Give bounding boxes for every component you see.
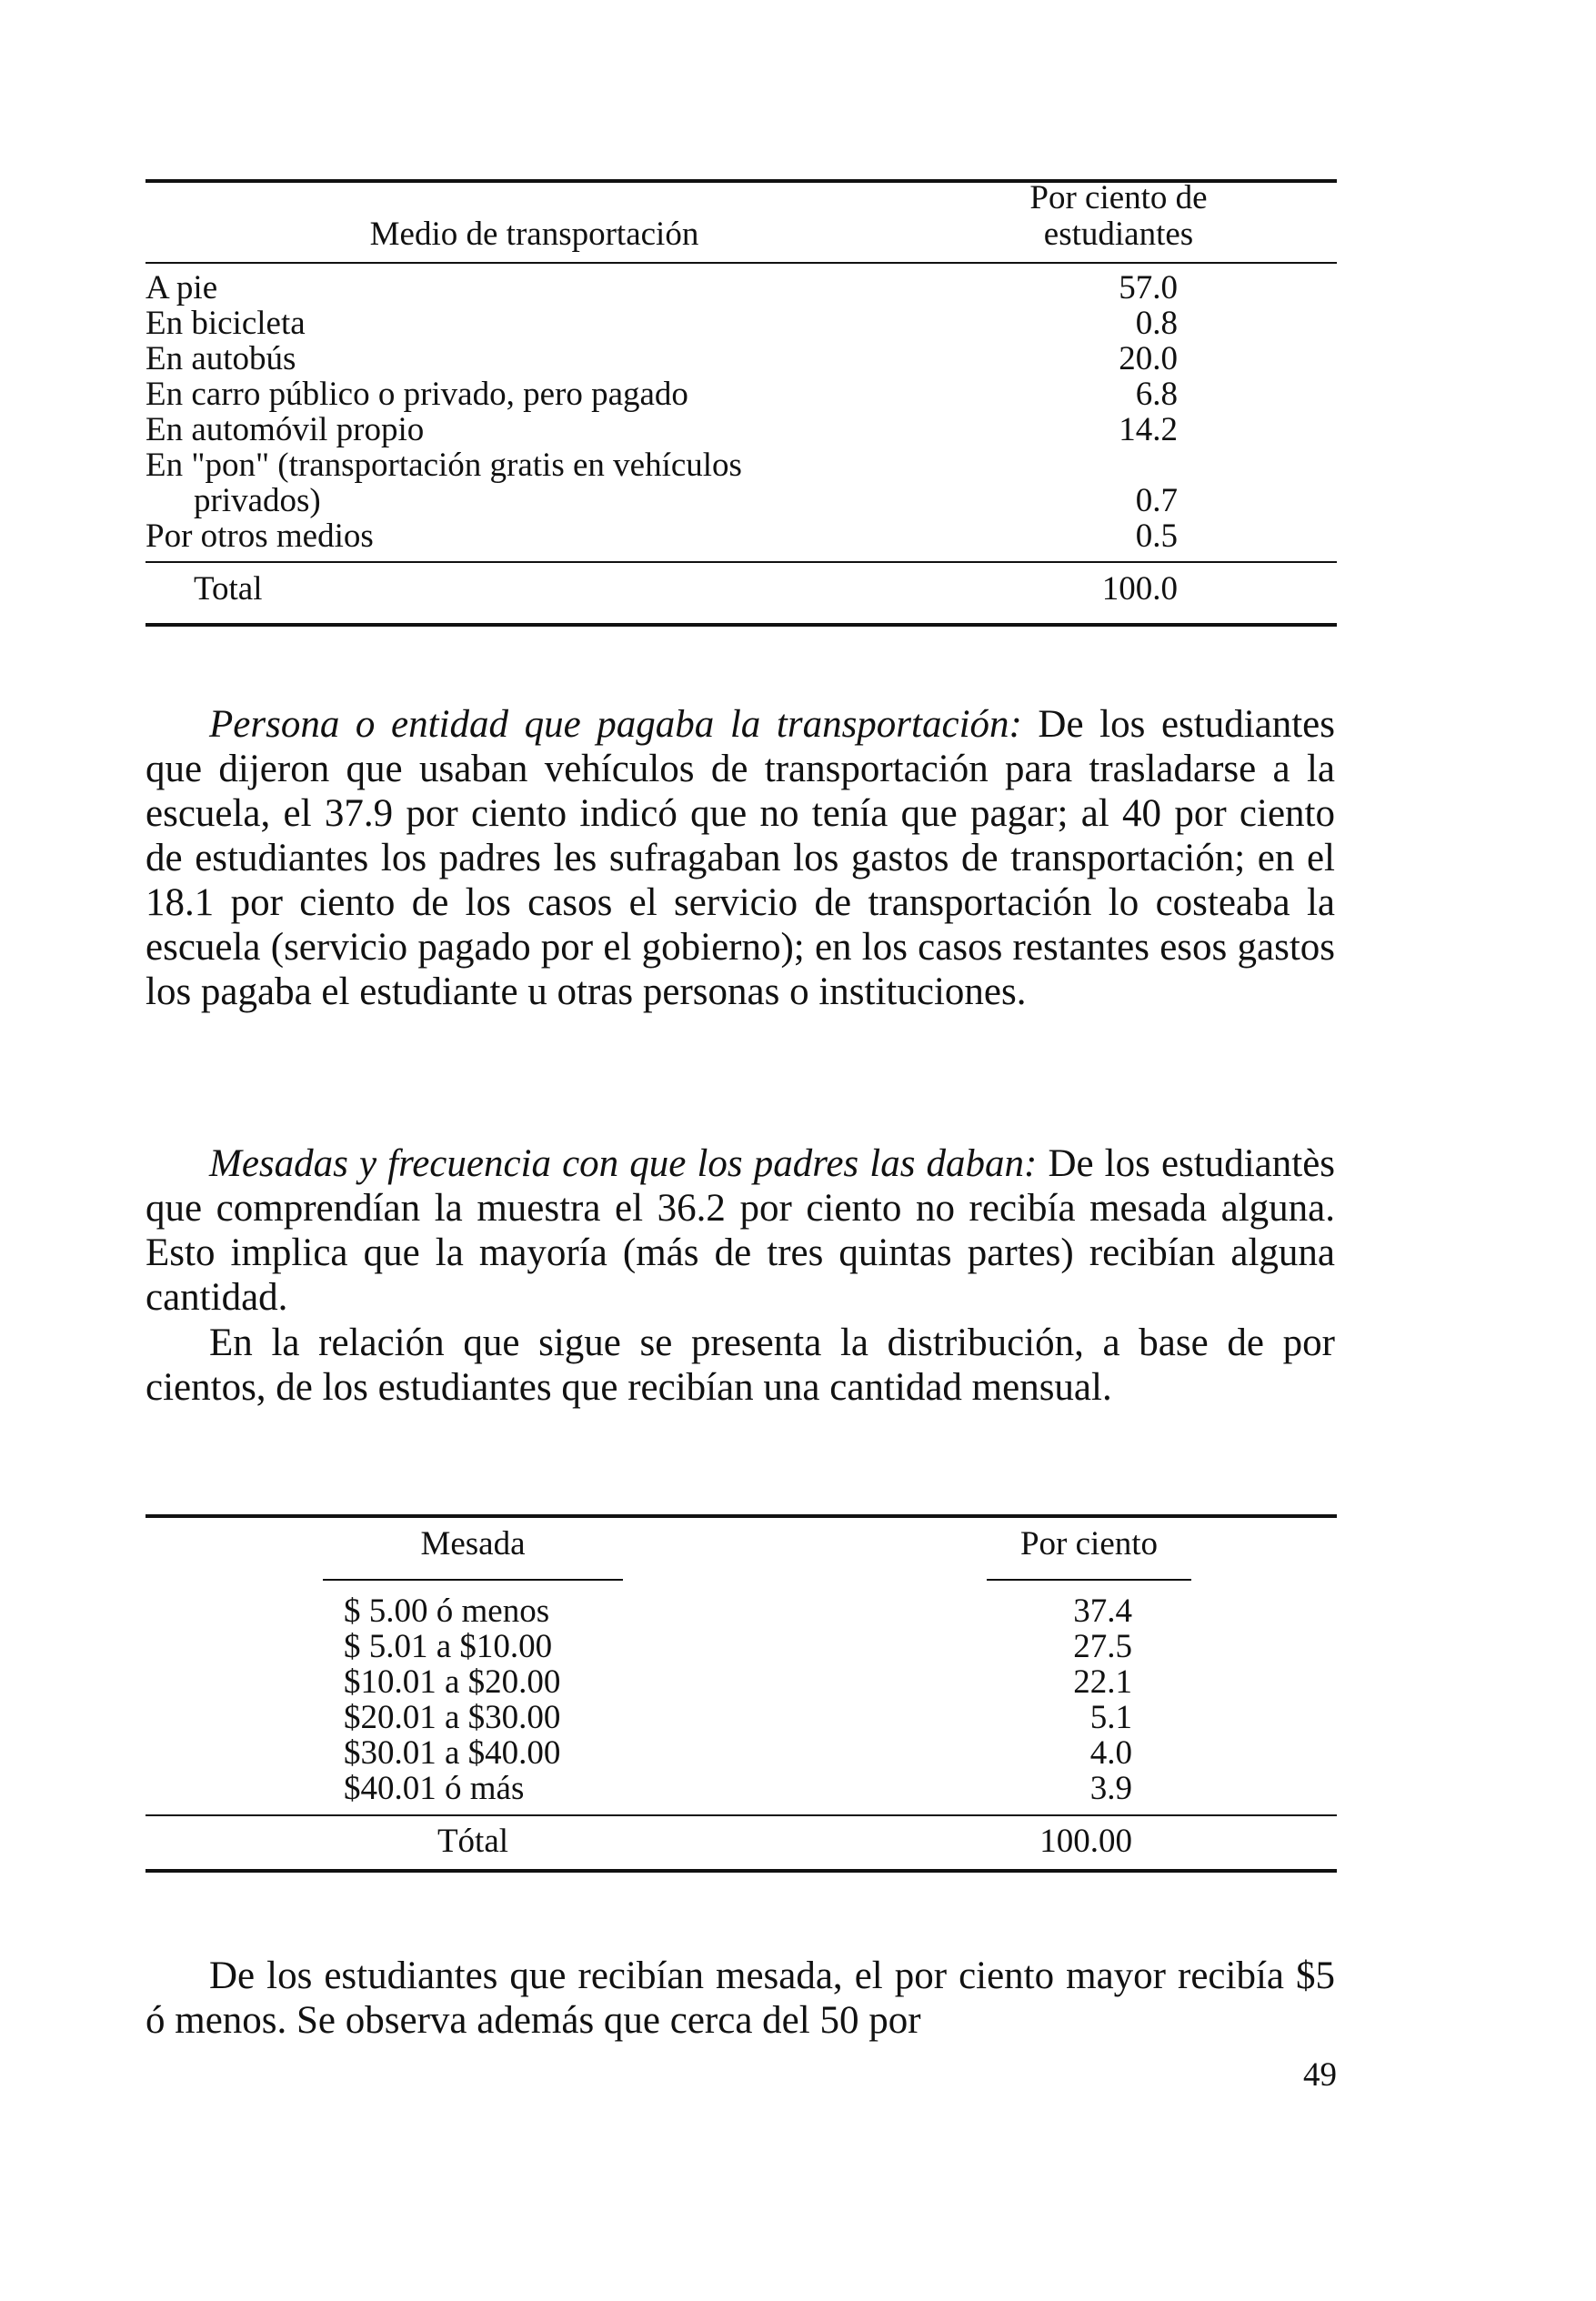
table-row-value: 6.8 xyxy=(1135,376,1178,413)
table-row-label: En bicicleta xyxy=(146,305,306,342)
paragraph-lead: Mesadas y frecuencia con que los padres las daban: xyxy=(209,1142,1038,1185)
table-total-label: Total xyxy=(194,570,263,608)
table-row-value: 5.1 xyxy=(1089,1699,1132,1736)
table-total-rule xyxy=(146,1814,1337,1816)
table-row-value: 4.0 xyxy=(1089,1734,1132,1772)
table-subheader-rule-mesada xyxy=(323,1579,623,1581)
table-row-label: En autobús xyxy=(146,340,296,377)
table-row-value: 57.0 xyxy=(1119,269,1178,306)
table-row-value: 22.1 xyxy=(1073,1663,1132,1701)
paragraph-allowances xyxy=(146,1141,1335,1320)
table-row-label: En automóvil propio xyxy=(146,411,425,448)
paragraph-body: De los estudiantès que comprendían la muestra el 36.2 por ciento no recibía mesada alguna. Esto implica que la mayoría (más de tres quintas partes) recibían alguna cantidad. xyxy=(146,1142,1336,1319)
table-row-label: Por otros medios xyxy=(146,517,374,555)
table-row-label: $10.01 a $20.00 xyxy=(344,1663,561,1701)
table-row-value: 0.8 xyxy=(1135,305,1178,342)
table-row-value: 0.5 xyxy=(1135,517,1178,555)
table-total-label: Tótal xyxy=(437,1823,509,1860)
table-row-label: $20.01 a $30.00 xyxy=(344,1699,561,1736)
table-row-label: A pie xyxy=(146,269,218,306)
table-col-header-porciento: Por ciento xyxy=(1019,1525,1159,1562)
table-row-value: 14.2 xyxy=(1119,411,1178,448)
table-col-header-porciento-1: Por ciento de xyxy=(1029,179,1208,216)
table-row-label-cont: privados) xyxy=(194,482,321,519)
table-row-label: En "pon" (transportación gratis en vehículos xyxy=(146,447,742,484)
table-total-rule xyxy=(146,561,1337,563)
table-col-header-mesada: Mesada xyxy=(420,1525,526,1562)
table-subheader-rule-porciento xyxy=(987,1579,1191,1581)
paragraph-lead: Persona o entidad que pagaba la transportación: xyxy=(209,703,1022,746)
table-bottom-rule xyxy=(146,623,1337,627)
table-row-value: 3.9 xyxy=(1089,1770,1132,1807)
table-total-value: 100.00 xyxy=(1039,1823,1132,1860)
table-row-label: $ 5.00 ó menos xyxy=(344,1593,550,1630)
table-row-label: En carro público o privado, pero pagado xyxy=(146,376,688,413)
table-row-label: $30.01 a $40.00 xyxy=(344,1734,561,1772)
table-col-header-medio: Medio de transportación xyxy=(369,216,699,253)
table-header-rule xyxy=(146,262,1337,264)
table-row-label: $ 5.01 a $10.00 xyxy=(344,1628,553,1665)
table-row-value: 37.4 xyxy=(1073,1593,1132,1630)
paragraph-transport-payer xyxy=(146,702,1335,1014)
table-col-header-porciento-2: estudiantes xyxy=(1043,216,1194,253)
table-top-rule xyxy=(146,1514,1337,1518)
table-row-value: 27.5 xyxy=(1073,1628,1132,1665)
table-row-value: 20.0 xyxy=(1119,340,1178,377)
table-total-value: 100.0 xyxy=(1101,570,1178,608)
table-row-label: $40.01 ó más xyxy=(344,1770,525,1807)
paragraph-closing: De los estudiantes que recibían mesada, el por ciento mayor recibía $5 ó menos. Se observa además que cerca del 50 por xyxy=(146,1954,1335,2042)
paragraph-distribution-intro: En la relación que sigue se presenta la distribución, a base de por cientos, de los estudiantes que recibían una cantidad mensual. xyxy=(146,1321,1335,1409)
page-number: 49 xyxy=(1303,2056,1337,2094)
paragraph-body: De los estudiantes que dijeron que usaban vehículos de transportación para trasladarse a la escuela, el 37.9 por ciento indicó que no tenía que pagar; al 40 por ciento de estudiantes los padres les sufragaban los gastos de transportación; en el 18.1 por ciento de los casos el servicio de transportación lo costeaba la escuela (servicio pagado por el gobierno); en los casos restantes esos gastos los pagaba el estudiante u otras personas o instituciones. xyxy=(146,703,1336,1013)
table-row-value: 0.7 xyxy=(1135,482,1178,519)
table-bottom-rule xyxy=(146,1869,1337,1873)
